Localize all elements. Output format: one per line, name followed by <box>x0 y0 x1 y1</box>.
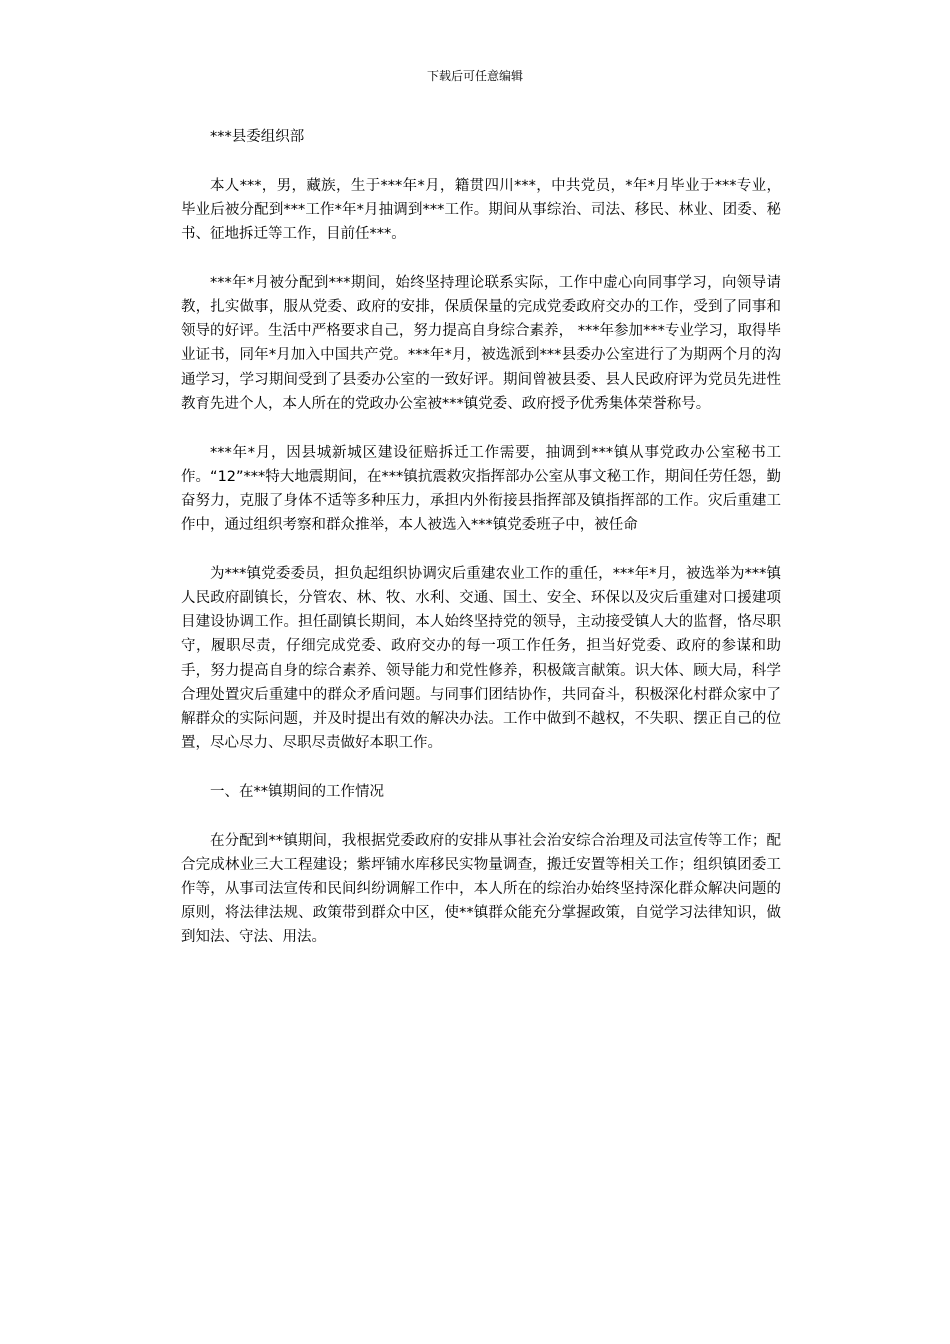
paragraph-section-one: 在分配到**镇期间，我根据党委政府的安排从事社会治安综合治理及司法宣传等工作；配合完成林业三大工程建设；紫坪铺水库移民实物量调查，搬迁安置等相关工作；组织镇团委工作等，从事司法宣传和民间纠纷调解工作中，本人所在的综治办始终坚持深化群众解决问题的原则，将法律法规、政策带到群众中区，使**镇群众能充分掌握政策，自觉学习法律知识，做到知法、守法、用法。 <box>181 832 781 946</box>
paragraph-early-work: ***年*月被分配到***期间，始终坚持理论联系实际，工作中虚心向同事学习，向领导请教，扎实做事，服从党委、政府的安排，保质保量的完成党委政府交办的工作，受到了同事和领导的好评。生活中严格要求自己，努力提高自身综合素养， ***年参加***专业学习，取得毕业证书，同年*月加入中国共产党。***年*月，被选派到***县委办公室进行了为期两个月的沟通学习，学习期间受到了县委办公室的一致好评。期间曾被县委、县人民政府评为党员先进性教育先进个人，本人所在的党政办公室被***镇党委、政府授予优秀集体荣誉称号。 <box>181 274 781 412</box>
recipient-line: ***县委组织部 <box>210 129 305 145</box>
paragraph-intro: 本人***，男，藏族，生于***年*月，籍贯四川***，中共党员，*年*月毕业于***专业，毕业后被分配到***工作*年*月抽调到***工作。期间从事综治、司法、移民、林业、团委、秘书、征地拆迁等工作，目前任***。 <box>181 177 781 243</box>
document-body <box>181 125 781 950</box>
page-header-note: 下载后可任意编辑 <box>426 69 523 83</box>
section-heading: 一、在**镇期间的工作情况 <box>210 783 384 800</box>
paragraph-earthquake-period: ***年*月，因县城新城区建设征赔拆迁工作需要，抽调到***镇从事党政办公室秘书工作。“12”***特大地震期间，在***镇抗震救灾指挥部办公室从事文秘工作，期间任劳任怨，勤奋努力，克服了身体不适等多种压力，承担内外衔接县指挥部及镇指挥部的工作。灾后重建工作中，通过组织考察和群众推举，本人被选入***镇党委班子中，被任命 <box>181 444 781 534</box>
paragraph-deputy-mayor: 为***镇党委委员，担负起组织协调灾后重建农业工作的重任，***年*月，被选举为***镇人民政府副镇长，分管农、林、牧、水利、交通、国土、安全、环保以及灾后重建对口援建项目建设协调工作。担任副镇长期间，本人始终坚持党的领导，主动接受镇人大的监督，恪尽职守，履职尽责，仔细完成党委、政府交办的每一项工作任务，担当好党委、政府的参谋和助手，努力提高自身的综合素养、领导能力和党性修养，积极箴言献策。识大体、顾大局，科学合理处置灾后重建中的群众矛盾问题。与同事们团结协作，共同奋斗，积极深化村群众家中了解群众的实际问题，并及时提出有效的解决办法。工作中做到不越权，不失职、摆正自己的位置，尽心尽力、尽职尽责做好本职工作。 <box>181 565 781 752</box>
